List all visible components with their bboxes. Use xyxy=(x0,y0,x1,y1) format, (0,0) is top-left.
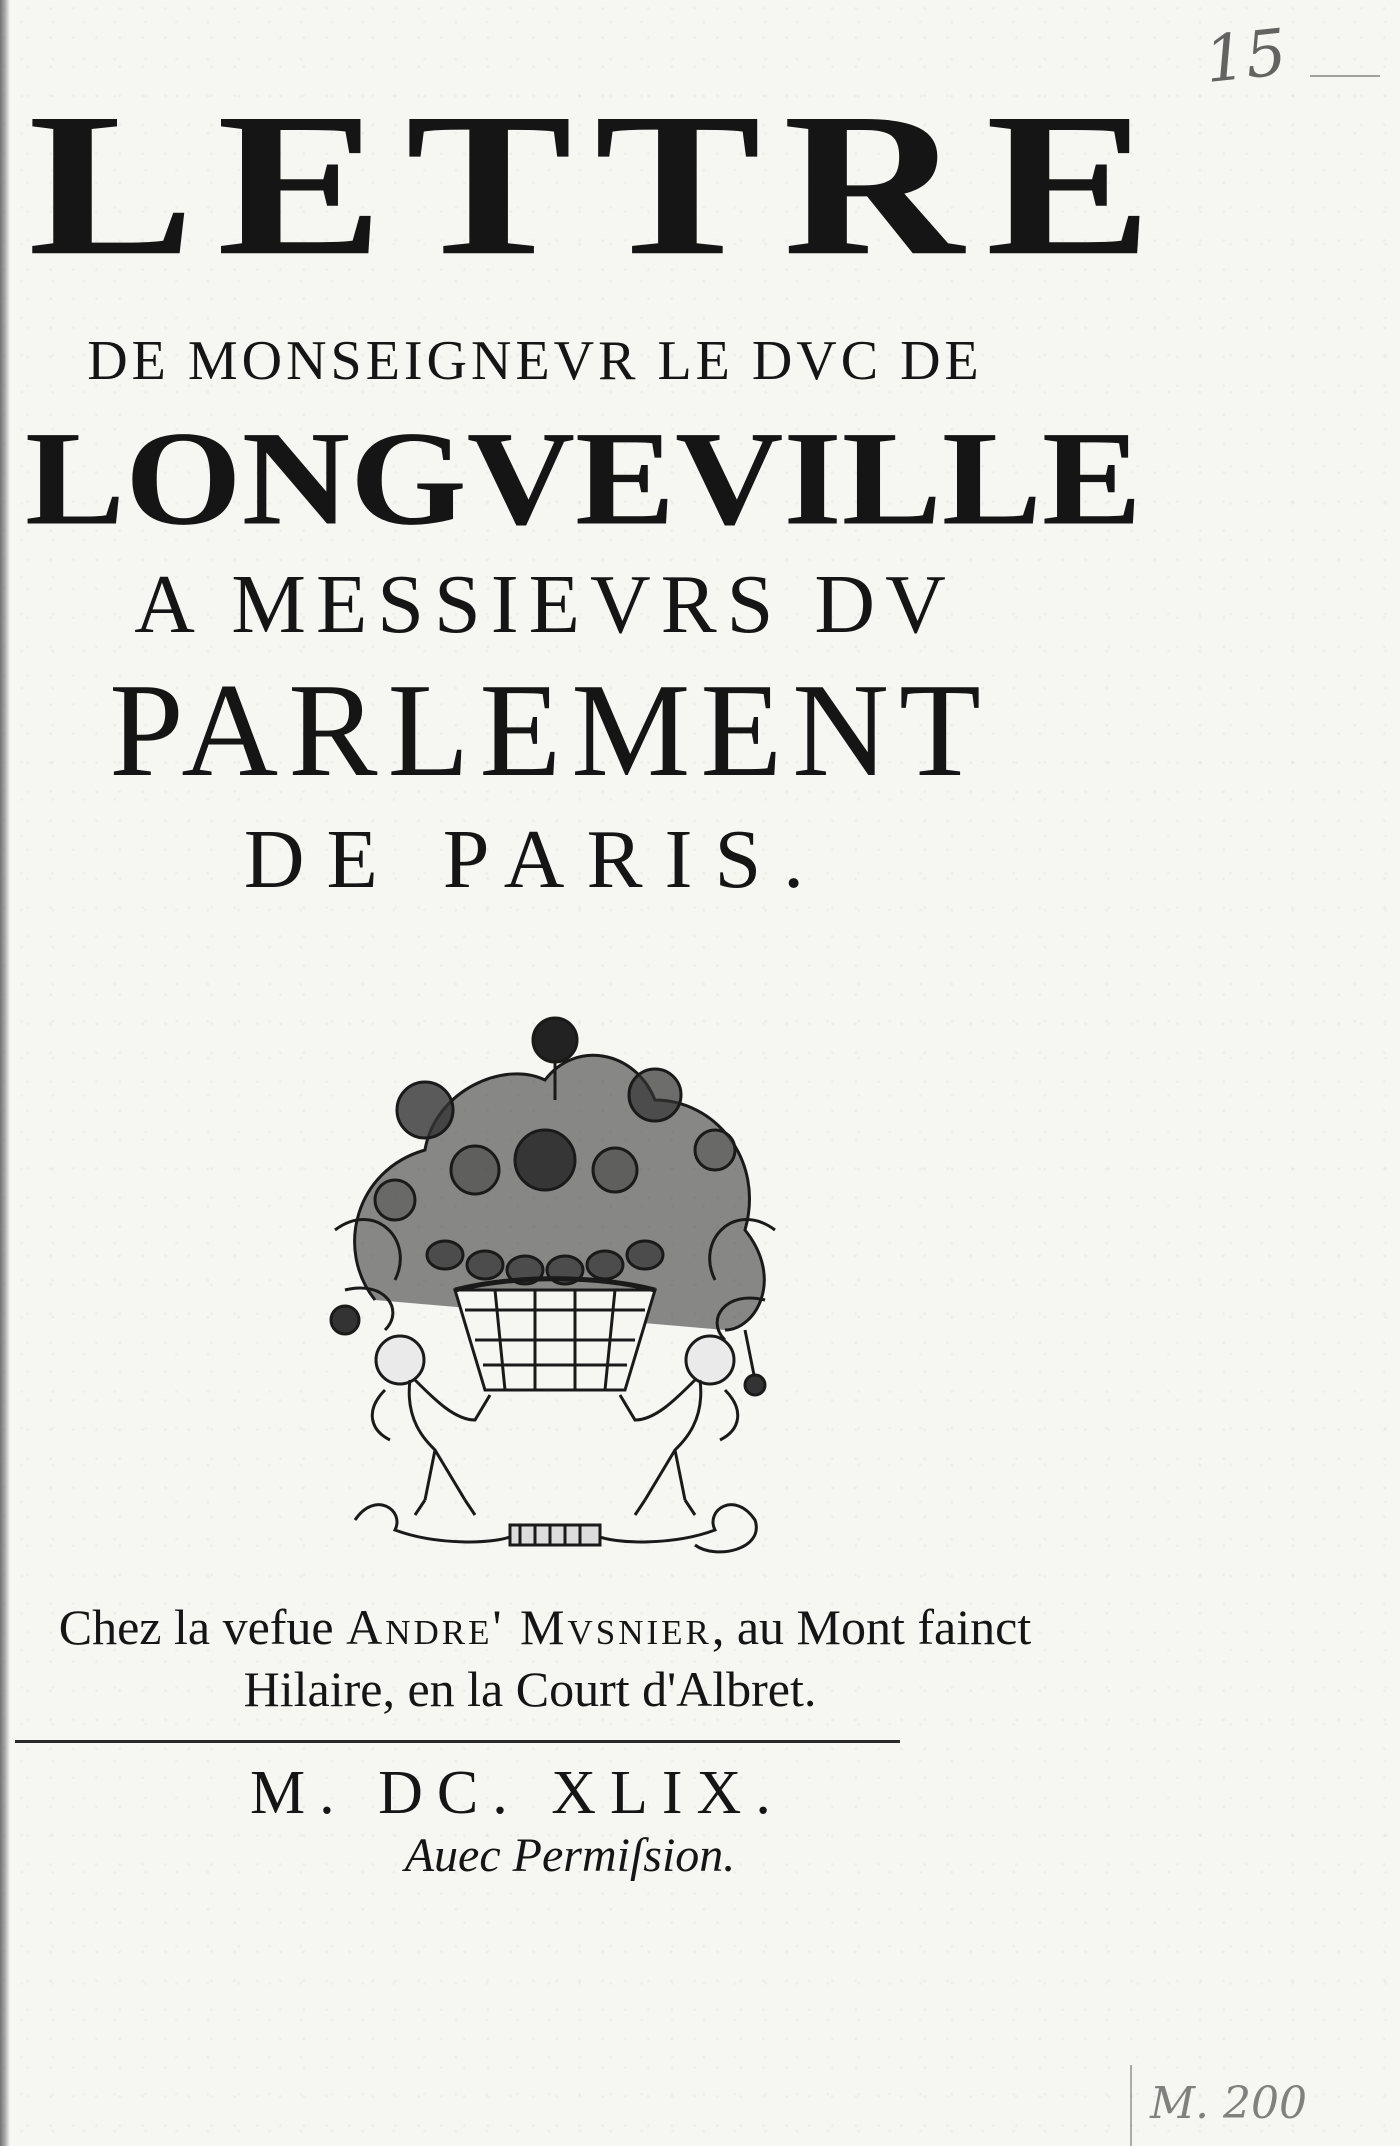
flower-basket-ornament xyxy=(315,1000,795,1565)
handwritten-mark-top: 15 xyxy=(1201,15,1291,99)
imprint-location: , au Mont fainct xyxy=(711,1599,1032,1655)
imprint-prefix: Chez la vefue xyxy=(58,1599,347,1655)
publication-date: M. DC. XLIX. xyxy=(250,1759,785,1827)
title-longueville: LONGVEVILLE xyxy=(25,403,1142,554)
printer-name: Andre' Mvsnier xyxy=(346,1599,712,1655)
title-parlement: PARLEMENT xyxy=(109,656,991,804)
horizontal-rule xyxy=(15,1740,900,1743)
handwritten-bracket xyxy=(1130,2065,1132,2146)
title-line-messieurs: A MESSIEVRS DV xyxy=(134,558,956,651)
imprint-line-2: Hilaire, en la Court d'Albret. xyxy=(243,1661,817,1717)
binding-edge xyxy=(0,0,10,2146)
imprint-line-1 xyxy=(20,1598,1070,1656)
title-de-paris: DE PARIS. xyxy=(243,813,827,906)
handwritten-dash xyxy=(1310,75,1380,77)
permission-note: Auec Permiſsion. xyxy=(404,1829,736,1882)
title-lettre: LETTRE xyxy=(28,71,1175,299)
handwritten-mark-bottom: M. 200 xyxy=(1150,2078,1308,2129)
title-line-monseigneur: DE MONSEIGNEVR LE DVC DE xyxy=(87,330,983,392)
